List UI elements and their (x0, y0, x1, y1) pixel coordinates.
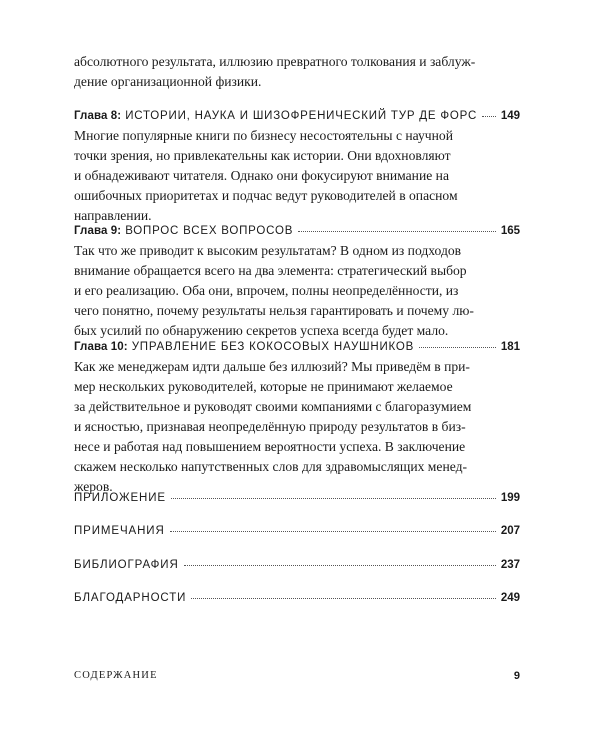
chapter-title: ВОПРОС ВСЕХ ВОПРОСОВ (125, 225, 294, 237)
entry-title: БЛАГОДАРНОСТИ (74, 592, 187, 604)
text-line: и его реализацию. Оба они, впрочем, полны неопределённости, из (74, 283, 459, 298)
text-line: мер нескольких руководителей, которые не принимают желаемое (74, 379, 453, 394)
text-line: направлении. (74, 208, 152, 223)
chapter-heading[interactable] (74, 221, 520, 241)
chapter-heading[interactable] (74, 106, 520, 126)
chapter-9-entry (74, 221, 520, 341)
chapter-label: Глава 9: (74, 225, 122, 237)
chapter-heading[interactable] (74, 337, 520, 357)
text-line: за действительное и руководят своими компаниями с благоразумием (74, 399, 472, 414)
page-number: 249 (500, 592, 520, 604)
text-line: дение организационной физики. (74, 74, 262, 89)
text-line: абсолютного результата, иллюзию превратного толкования и заблуж- (74, 54, 476, 69)
text-line: точки зрения, но привлекательны как истории. Они вдохновляют (74, 148, 451, 163)
text-line: Многие популярные книги по бизнесу несостоятельны с научной (74, 128, 453, 143)
entry-title: БИБЛИОГРАФИЯ (74, 559, 179, 571)
page-number: 207 (500, 525, 520, 537)
text-line: несе и работая над повышением вероятности успеха. В заключение (74, 439, 466, 454)
chapter-label: Глава 10: (74, 341, 128, 353)
text-line: и обнадеживают читателя. Однако они фокусируют внимание на (74, 168, 449, 183)
text-line: Так что же приводит к высоким результатам? В одном из подходов (74, 243, 462, 258)
chapter-8-entry (74, 106, 520, 226)
chapter-title: УПРАВЛЕНИЕ БЕЗ КОКОСОВЫХ НАУШНИКОВ (131, 341, 415, 353)
toc-entry-bibliography[interactable] (74, 555, 520, 575)
entry-title: ПРИЛОЖЕНИЕ (74, 492, 166, 504)
text-line: и ясностью, признавая неопределённую природу результатов в биз- (74, 419, 466, 434)
page-number: 149 (500, 110, 520, 122)
page-number: 165 (500, 225, 520, 237)
toc-entry-acknowledgements[interactable] (74, 588, 520, 608)
text-line: Как же менеджерам идти дальше без иллюзий? Мы приведём в при- (74, 359, 470, 374)
folio-page-number: 9 (513, 670, 520, 682)
text-line: жеров. (74, 479, 113, 494)
page-number: 199 (500, 492, 520, 504)
chapter-10-entry (74, 337, 520, 497)
text-line: внимание обращается всего на два элемента: стратегический выбор (74, 263, 467, 278)
intro-paragraph (74, 52, 520, 92)
text-line: скажем несколько напутственных слов для здравомыслящих менед- (74, 459, 468, 474)
chapter-title: ИСТОРИИ, НАУКА И ШИЗОФРЕНИЧЕСКИЙ ТУР ДЕ ФОРС (125, 110, 478, 122)
text-line: чего понятно, почему результаты нельзя гарантировать и почему лю- (74, 303, 474, 318)
dot-leader (171, 487, 496, 499)
text-line: бых усилий по обнаружению секретов успеха всегда будет мало. (74, 323, 449, 338)
dot-leader (419, 336, 496, 348)
toc-entry-notes[interactable] (74, 521, 520, 541)
dot-leader (482, 105, 496, 117)
page-number: 237 (500, 559, 520, 571)
toc-entry-appendix[interactable] (74, 488, 520, 508)
entry-title: ПРИМЕЧАНИЯ (74, 525, 165, 537)
text-line: ошибочных приоритетах и подчас ведут руководителей в опасном (74, 188, 458, 203)
running-footer-section: СОДЕРЖАНИЕ (74, 670, 158, 681)
page-number: 181 (500, 341, 520, 353)
dot-leader (298, 220, 496, 232)
dot-leader (170, 520, 496, 532)
dot-leader (191, 587, 495, 599)
chapter-label: Глава 8: (74, 110, 122, 122)
dot-leader (184, 554, 496, 566)
